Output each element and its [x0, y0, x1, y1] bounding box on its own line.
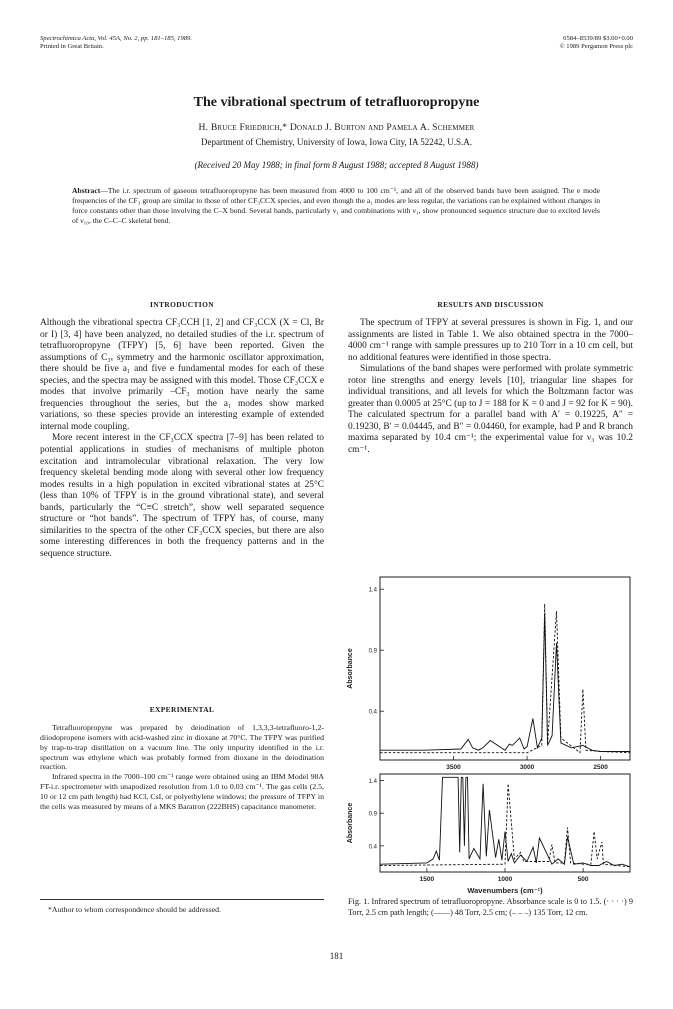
abstract [72, 186, 600, 226]
affiliation: Department of Chemistry, University of Iowa, Iowa City, IA 52242, U.S.A. [200, 137, 473, 147]
x-axis-label: Wavenumbers (cm⁻¹) [467, 886, 543, 895]
figure-caption: Fig. 1. Infrared spectrum of tetrafluoropropyne. Absorbance scale is 0 to 1.5. (· · · ·) 9 Torr, 2.5 cm path length; (——) 48 Torr, 2.5 cm; (– – –) 135 Torr, 12 cm. [348, 897, 633, 917]
publisher-line: © 1989 Pergamon Press plc [559, 43, 633, 51]
introduction-paragraph: Although the vibrational spectra CF₃CCH [1, 2] and CF₃CCX (X = Cl, Br or I) [3, 4] have been analyzed, no detailed studies of the i.r. spectrum of tetrafluoropropyne (TFPY) [5, 6] have been reported. Given the assumptions of C₃ᵥ symmetry and the harmonic oscillator approximation, there should be five a₁ and five e fundamental modes for each of these species, and the spectra may be assigned with this model. Those CF₃CCX e modes that involve primarily –CF₃ motion have nearly the same frequencies throughout the series, but the a₁ modes show marked variations, so these species provide an interesting example of extended internal mode coupling. [40, 318, 324, 432]
y-tick-label: 0.4 [368, 709, 377, 716]
y-tick-label: 0.9 [368, 648, 377, 655]
y-tick-label: 0.9 [368, 811, 377, 818]
x-tick-label: 3500 [446, 764, 461, 771]
results-paragraph: The spectrum of TFPY at several pressures is shown in Fig. 1, and our assignments are listed in Table 1. We also obtained spectra in the 7000–4000 cm⁻¹ range with sample pressures up to 210 Torr in a 10 cm cell, but no additional features were identified in those spectra. [348, 318, 633, 363]
author-list: H. Bruce Friedrich,* Donald J. Burton and Pamela A. Schemmer [198, 122, 475, 133]
abstract-label: Abstract [72, 186, 101, 195]
y-axis-label: Absorbance [347, 802, 354, 844]
introduction-paragraph: More recent interest in the CF₃CCX spectra [7–9] has been related to potential applications in studies of mechanisms of multiple photon excitation and intramolecular vibrational relaxation. The very low frequency skeletal bending mode along with several other low frequency modes results in a high population in excited vibrational states at 25°C (less than 10% of TFPY is in the ground vibrational state), and several bands, particularly the “C≡C stretch”, show well separated sequence structure or “hot bands”. The spectrum of TFPY has, of course, many similarities to the spectra of the other CF₃CCX species, but there are also some interesting differences in both the frequency patterns and in the sequence structure. [40, 433, 324, 559]
plot-frame [380, 577, 630, 760]
results-body [348, 318, 633, 457]
copyright-block [560, 35, 633, 52]
spectrum-trace [380, 604, 630, 753]
y-tick-label: 1.4 [368, 587, 377, 594]
printed-line: Printed in Great Britain. [40, 43, 104, 51]
spectrum-trace [380, 777, 630, 867]
spectrum-figure [340, 565, 633, 895]
results-paragraph: Simulations of the band shapes were performed with prolate symmetric rotor line strengths and energy levels [10], triangular line shapes for individual transitions, and all levels for which the Boltzmann factor was greater than 0.0005 at 25°C (up to J = 188 for K = 0 and J = 92 for K = 90). The calculated spectrum for a parallel band with A′ = 0.19225, A″ = 0.19230, B′ = 0.04445, and B″ = 0.04460, for example, had P and R branch maxima separated by 10.4 cm⁻¹; the experimental value for ν₃ was 10.2 cm⁻¹. [348, 364, 633, 456]
spectrum-trace [380, 784, 630, 867]
experimental-heading: EXPERIMENTAL [149, 705, 215, 714]
received-dates: (Received 20 May 1988; in final form 8 August 1988; accepted 8 August 1988) [194, 160, 479, 170]
experimental-body [40, 723, 324, 812]
footnote: *Author to whom correspondence should be addressed. [48, 905, 222, 914]
x-tick-label: 500 [577, 876, 589, 883]
plot-frame [380, 774, 630, 872]
journal-line: Spectrochimica Acta, Vol. 45A, No. 2, pp. 181–185, 1989. [40, 35, 193, 42]
introduction-heading: INTRODUCTION [150, 300, 214, 309]
x-tick-label: 3000 [519, 764, 535, 771]
figure-1 [340, 565, 633, 895]
y-tick-label: 1.4 [368, 779, 377, 786]
results-heading: RESULTS AND DISCUSSION [437, 300, 544, 309]
x-tick-label: 1500 [419, 876, 435, 883]
spectrum-trace [380, 614, 630, 752]
experimental-paragraph: Tetrafluoropropyne was prepared by deiodination of 1,3,3,3-tetrafluoro-1,2-diiodopropene isomers with acid-washed zinc in dioxane at 70°C. The TFPY was purified by trap-to-trap distillation on a vacuum line. The only impurity identified in the i.r. spectrum was ethylene which was probably formed from dioxane in the deiodination reaction. [40, 723, 324, 772]
y-axis-label: Absorbance [347, 648, 354, 689]
code-line: 0584–8539/89 $3.00+0.00 [563, 35, 633, 42]
page-number: 181 [329, 951, 344, 961]
x-tick-label: 2500 [593, 764, 608, 771]
journal-citation [40, 35, 192, 52]
abstract-text: —The i.r. spectrum of gaseous tetrafluoropropyne has been measured from 4000 to 100 cm⁻¹, and all of the observed bands have been assigned. The e mode frequencies of the CF₃ group are similar to those of other CF₃CCX species, and even though the a₁ modes are less regular, the variations can be explained without changes in force constants other than those involving the C–X bond. Several bands, particularly ν₁ and combinations with ν₁, show pronounced sequence structure due to excited levels of ν₁₀, the C–C–C skeletal bend. [72, 186, 600, 225]
paper-title: The vibrational spectrum of tetrafluoropropyne [193, 95, 480, 110]
footnote-rule [40, 899, 324, 900]
experimental-paragraph: Infrared spectra in the 7000–100 cm⁻¹ range were obtained using an IBM Model 98A FT-i.r. spectrometer with unapodized resolution from 1.0 to 0.03 cm⁻¹. The gas cells (2.5, 10 or 12 cm path length) had KCl, CsI, or polyethylene windows; the pressure of TFPY in the cells was measured by means of a MKS Baratron (222BHS) capacitance manometer. [40, 772, 324, 811]
introduction-body [40, 318, 324, 560]
y-tick-label: 0.4 [368, 844, 377, 851]
x-tick-label: 1000 [497, 876, 513, 883]
